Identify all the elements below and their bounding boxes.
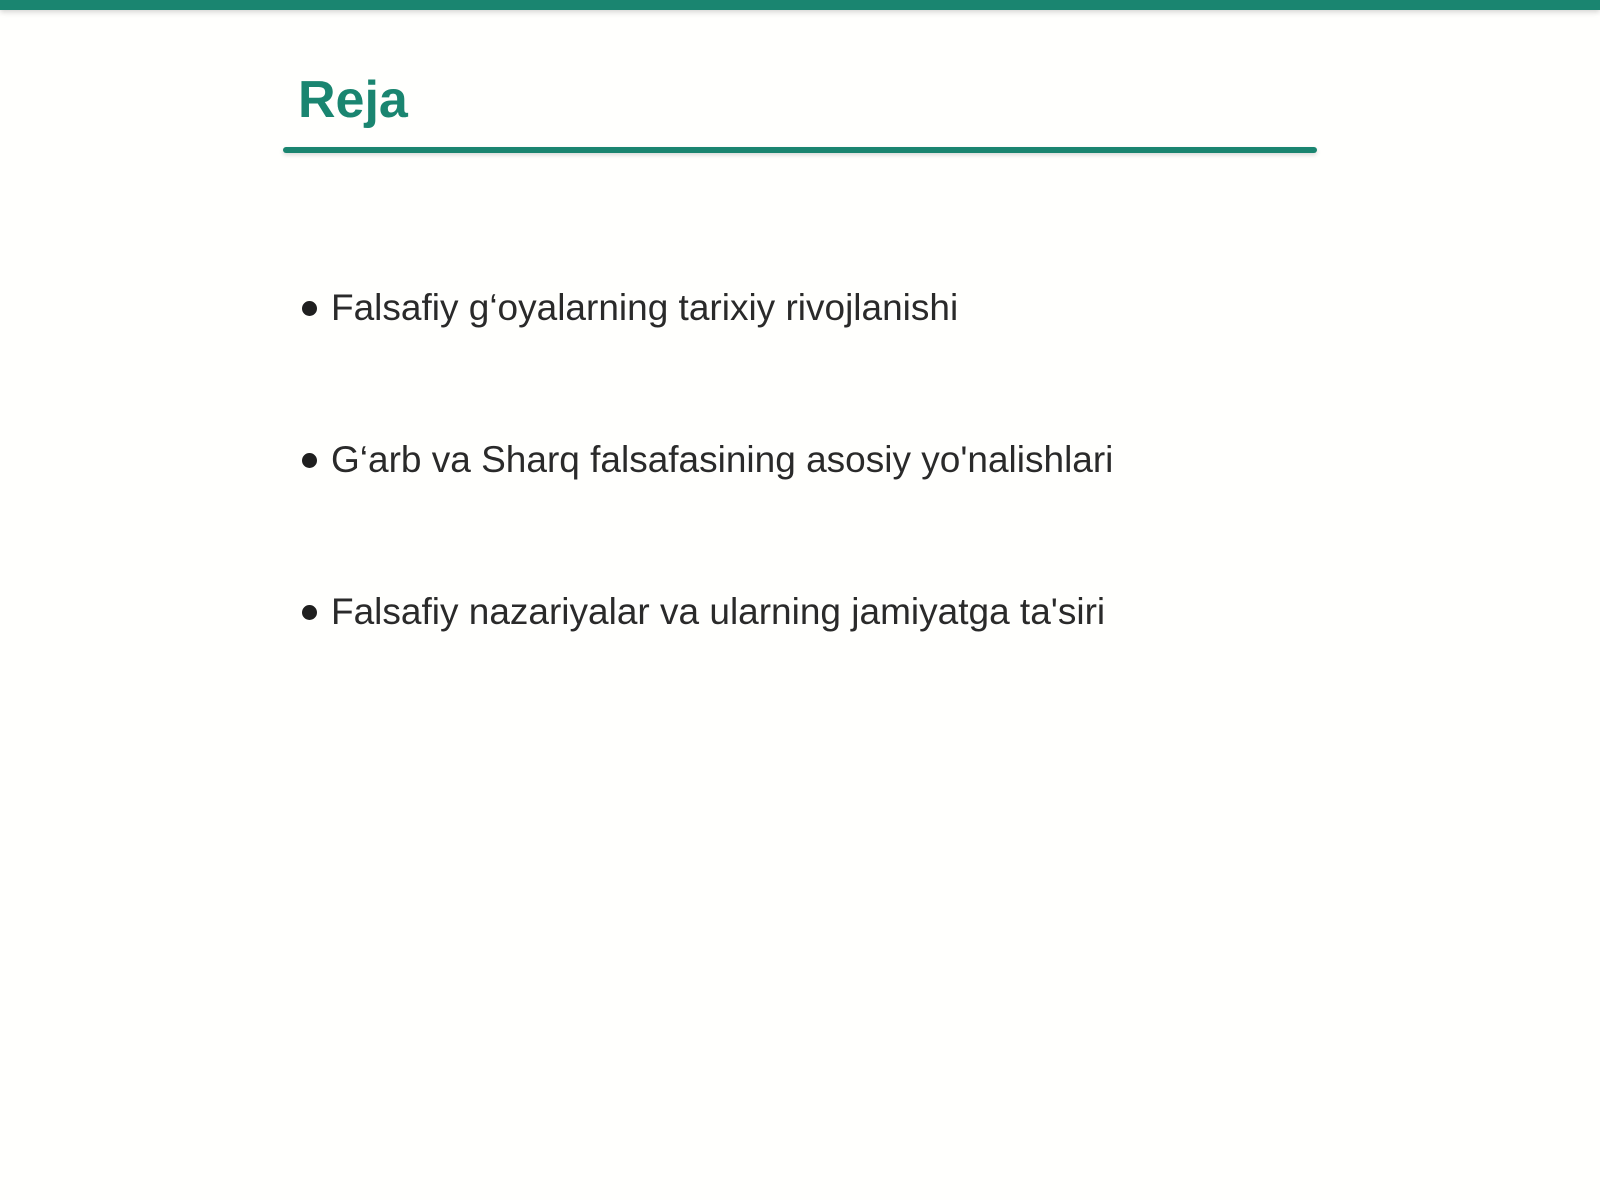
bullet-icon — [302, 453, 317, 468]
title-underline — [283, 147, 1317, 153]
slide-title: Reja — [298, 71, 408, 129]
list-item — [298, 432, 1113, 488]
list-item — [298, 584, 1113, 640]
bullet-icon — [302, 301, 317, 316]
bullet-list — [298, 280, 1113, 736]
bullet-text: G‘arb va Sharq falsafasining asosiy yo'nalishlari — [331, 439, 1114, 480]
bullet-text: Falsafiy g‘oyalarning tarixiy rivojlanishi — [331, 287, 959, 328]
list-item — [298, 280, 1113, 336]
top-accent-bar — [0, 0, 1600, 10]
bullet-text: Falsafiy nazariyalar va ularning jamiyatga ta'siri — [331, 591, 1106, 632]
bullet-icon — [302, 605, 317, 620]
